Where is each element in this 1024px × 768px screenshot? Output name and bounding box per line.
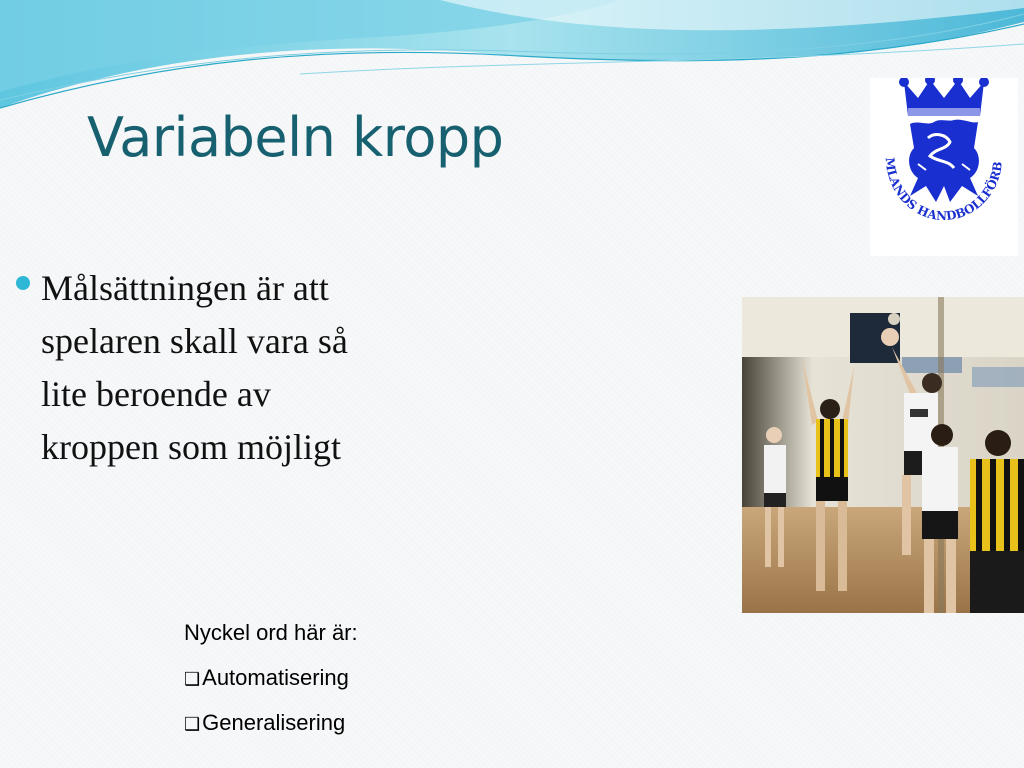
bullet-text: Målsättningen är att spelaren skall vara så lite beroende av kroppen som möjligt (41, 268, 348, 467)
keyword-label: Generalisering (202, 710, 346, 735)
handball-match-photo (742, 297, 1024, 613)
keywords-block (184, 620, 358, 755)
keyword-label: Automatisering (202, 665, 349, 690)
crowned-eagle-crest-icon (870, 78, 1018, 256)
varmlands-handboll-logo (870, 78, 1018, 256)
bullet-dot-icon (16, 276, 30, 290)
checkbox-bullet-icon: ❑ (184, 669, 201, 689)
keyword-item (184, 665, 358, 710)
logo-text: MLANDS HANDBOLLFÖRB (882, 156, 1006, 224)
keyword-item (184, 710, 358, 755)
slide-title: Variabeln kropp (87, 106, 504, 169)
keywords-heading: Nyckel ord här är: (184, 620, 358, 645)
checkbox-bullet-icon: ❑ (184, 714, 201, 734)
bullet-point (14, 262, 374, 474)
